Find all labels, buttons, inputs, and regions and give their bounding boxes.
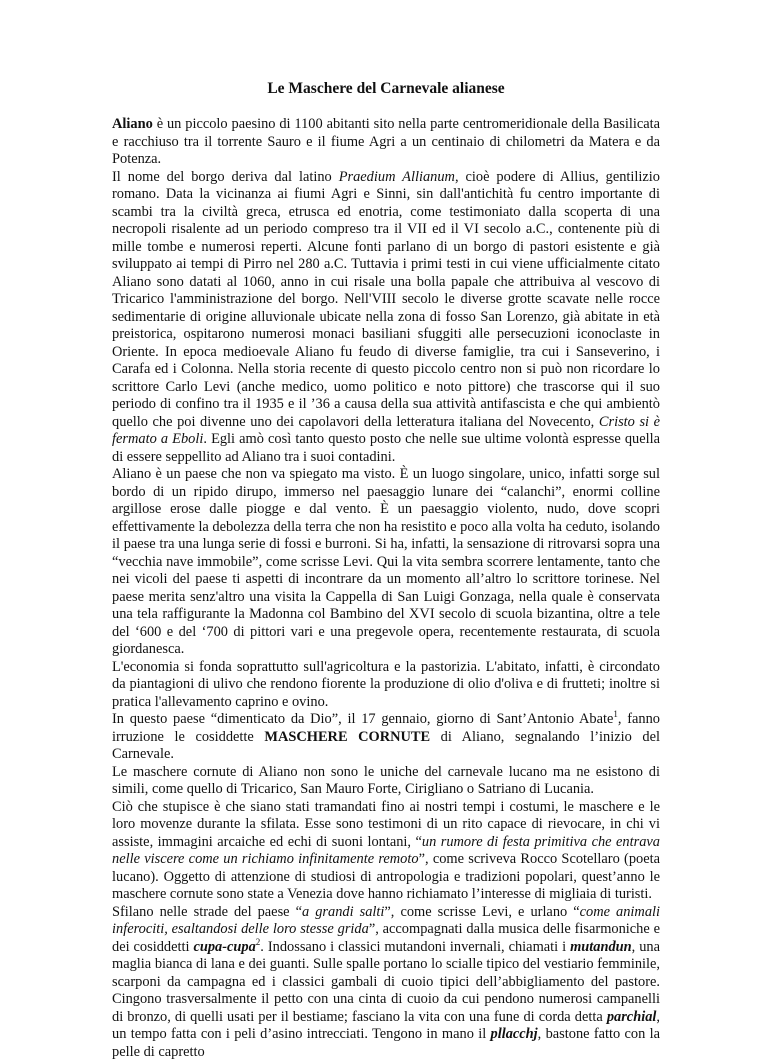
text-run: . Egli amò così tanto questo posto che nelle sue ultime volontà espresse quella di essere seppellito ad Aliano tra i suoi contadini. [112, 431, 660, 465]
text-run: ”, accompagnati dalla musica delle fisarmoniche e dei cosiddetti [112, 921, 660, 955]
paragraph [112, 659, 660, 712]
text-run: L'economia si fonda soprattutto sull'agricoltura e la pastorizia. L'abitato, infatti, è circondato da piantagioni di ulivo che rendono fiorente la produzione di olio d'oliva e di frutteti; inoltre si pratica l'allevamento caprino e ovino. [112, 659, 660, 710]
text-run: Le maschere cornute di Aliano non sono le uniche del carnevale lucano ma ne esistono di simili, come quello di Tricarico, San Mauro Forte, Cirigliano o Satriano di Lucania. [112, 764, 660, 798]
text-run: . Indossano i classici mutandoni invernali, chiamati i [260, 939, 570, 955]
text-run: Sfilano nelle strade del paese “ [112, 904, 302, 920]
text-run: , cioè podere di Allius, gentilizio romano. Data la vicinanza ai fiumi Agri e Sinni, sin dall'antichità fu centro importante di scambi tra la civiltà greca, etrusca ed enotria, come testimoniato dalla scoperta di una necropoli risalente ad un periodo compreso tra il VII ed il VI secolo a.C., contenente più di mille tombe e numerosi reperti. Alcune fonti parlano di un borgo di pastori esistente e già sviluppato ai tempi di Pirro nel 280 a.C. Tuttavia i primi testi in cui viene ufficialmente citato Aliano sono datati al 1060, anno in cui risale una bolla papale che attribuiva al vescovo di Tricarico l'amministrazione del borgo. Nell'VIII secolo le diverse grotte scavate nelle rocce sedimentarie di origine alluvionale ubicate nella zona di fosso San Lorenzo, già abitate in età preistorica, ospitarono numerosi monaci basiliani sfuggiti alle persecuzioni iconoclaste in Oriente. In epoca medioevale Aliano fu feudo di diverse famiglie, tra cui i Sanseverino, i Carafa ed i Colonna. Nella storia recente di questo piccolo centro non si può non ricordare lo scrittore Carlo Levi (anche medico, uomo politico e noto pittore) che trascorse qui il suo periodo di confino tra il 1935 e il ’36 a causa della sua attività antifascista e che qui ambientò quello che poi divenne uno dei capolavori della letteratura italiana del Novecento, [112, 169, 660, 430]
text-run: ”, come scriveva Rocco Scotellaro (poeta lucano). Oggetto di attenzione di studiosi di antropologia e tradizioni popolari, quest’anno le maschere cornute sono state a Venezia dove hanno richiamato l’interesse di migliaia di turisti. [112, 851, 660, 902]
text-run: Il nome del borgo deriva dal latino [112, 169, 339, 185]
text-run: Cristo si è fermato a Eboli [112, 414, 660, 448]
text-run: MASCHERE CORNUTE [264, 729, 430, 745]
paragraph [112, 169, 660, 467]
document-title: Le Maschere del Carnevale alianese [112, 80, 660, 98]
text-run: Praedium Allianum [339, 169, 455, 185]
paragraph [112, 116, 660, 169]
text-run: di Aliano, segnalando l’inizio del Carnevale. [112, 729, 660, 763]
text-run: pllacchj [491, 1026, 538, 1042]
text-run: Aliano [112, 116, 153, 132]
text-run: è un piccolo paesino di 1100 abitanti sito nella parte centromeridionale della Basilicata e racchiuso tra il torrente Sauro e il fiume Agri a un centinaio di chilometri da Matera e da Potenza. [112, 116, 660, 167]
text-run: Aliano è un paese che non va spiegato ma visto. È un luogo singolare, unico, infatti sorge sul bordo di un ripido dirupo, immerso nel paesaggio lunare dei “calanchi”, enormi colline argillose erose dalle piogge e dal vento. È un paesaggio violento, nudo, dove scopri effettivamente la debolezza della terra che non ha resistito e poco alla volta ha ceduto, isolando il paese tra una lunga serie di fossi e burroni. Si ha, infatti, la sensazione di ritrovarsi sopra una “vecchia nave immobile”, come scrisse Levi. Qui la vita sembra scorrere lentamente, tanto che nei vicoli del paese ti aspetti di incontrare da un momento all’altro lo scrittore torinese. Nel paese merita senz'altro una visita la Cappella di San Luigi Gonzaga, nella quale è conservata una tela raffigurante la Madonna col Bambino del XVI secolo di scuola bizantina, oltre a tele del ‘600 e del ‘700 di pittori vari e una pregevole opera, recentemente restaurata, di scuola giordanesca. [112, 466, 660, 657]
footnote-ref: 2 [256, 937, 261, 947]
text-run: come animali inferociti, esaltandosi delle loro stesse grida [112, 904, 660, 938]
text-run: , bastone fatto con la pelle di capretto [112, 1026, 660, 1060]
text-run: un rumore di festa primitiva che entrava nelle viscere come un richiamo infinitamente remoto [112, 834, 660, 868]
paragraph [112, 711, 660, 764]
text-run: , un tempo fatta con i peli d’asino intrecciati. Tengono in mano il [112, 1009, 660, 1043]
text-run: cupa-cupa [193, 939, 255, 955]
document-page [112, 80, 660, 1061]
text-run: ”, come scrisse Levi, e urlano “ [384, 904, 579, 920]
text-run: Ciò che stupisce è che siano stati tramandati fino ai nostri tempi i costumi, le maschere e le loro movenze durante la sfilata. Esse sono testimoni di un rito capace di rievocare, in chi vi assiste, immagini arcaiche ed echi di suoni lontani, “ [112, 799, 660, 850]
paragraph [112, 764, 660, 799]
text-run: In questo paese “dimenticato da Dio”, il 17 gennaio, giorno di Sant’Antonio Abate [112, 711, 613, 727]
paragraph [112, 904, 660, 1061]
text-run: mutandun [570, 939, 632, 955]
text-run: a grandi salti [302, 904, 384, 920]
text-run: , una maglia bianca di lana e dei guanti. Sulle spalle portano lo scialle tipico del vestiario femminile, scarponi da campagna ed i classici gambali di cuoio tipici dell’abbigliamento del pastore. Cingono trasversalmente il petto con una cinta di cuoio da cui pendono numerosi campanelli di bronzo, di quelli usati per il bestiame; fasciano la vita con una fune di corda detta [112, 939, 660, 1025]
text-run: , fanno irruzione le cosiddette [112, 711, 660, 745]
paragraph [112, 466, 660, 659]
text-run: parchial [607, 1009, 657, 1025]
footnote-ref: 1 [613, 709, 618, 719]
paragraph [112, 799, 660, 904]
